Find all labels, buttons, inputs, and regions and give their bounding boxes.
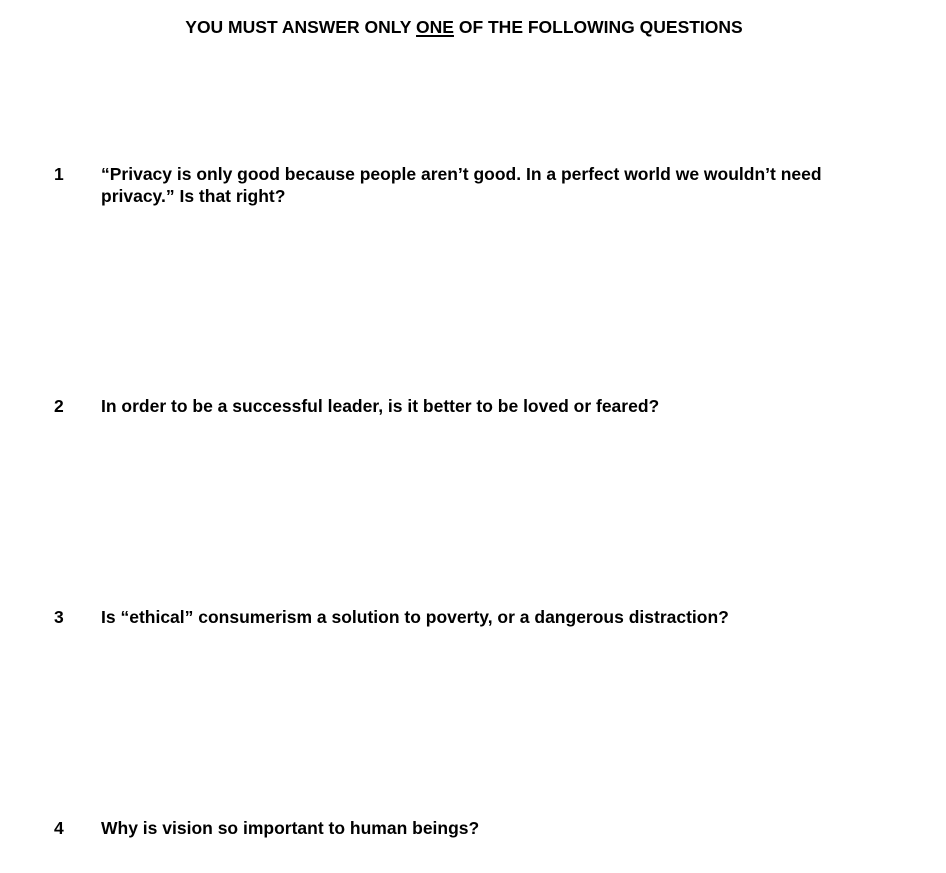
- question-number: 3: [54, 607, 64, 627]
- instruction-text-before: YOU MUST ANSWER ONLY: [185, 17, 417, 37]
- instruction-emphasis: ONE: [416, 17, 454, 37]
- question-number: 2: [54, 396, 64, 416]
- question-text: In order to be a successful leader, is it better to be loved or feared?: [101, 396, 660, 416]
- question-number: 1: [54, 164, 64, 184]
- question-text: Is “ethical” consumerism a solution to poverty, or a dangerous distraction?: [101, 607, 729, 627]
- instruction-heading: [0, 16, 928, 38]
- question-text: “Privacy is only good because people aren’t good. In a perfect world we wouldn’t need privacy.” Is that right?: [101, 164, 822, 206]
- question-number: 4: [54, 818, 64, 838]
- question-text: Why is vision so important to human beings?: [101, 818, 480, 838]
- instruction-text-after: OF THE FOLLOWING QUESTIONS: [453, 17, 743, 37]
